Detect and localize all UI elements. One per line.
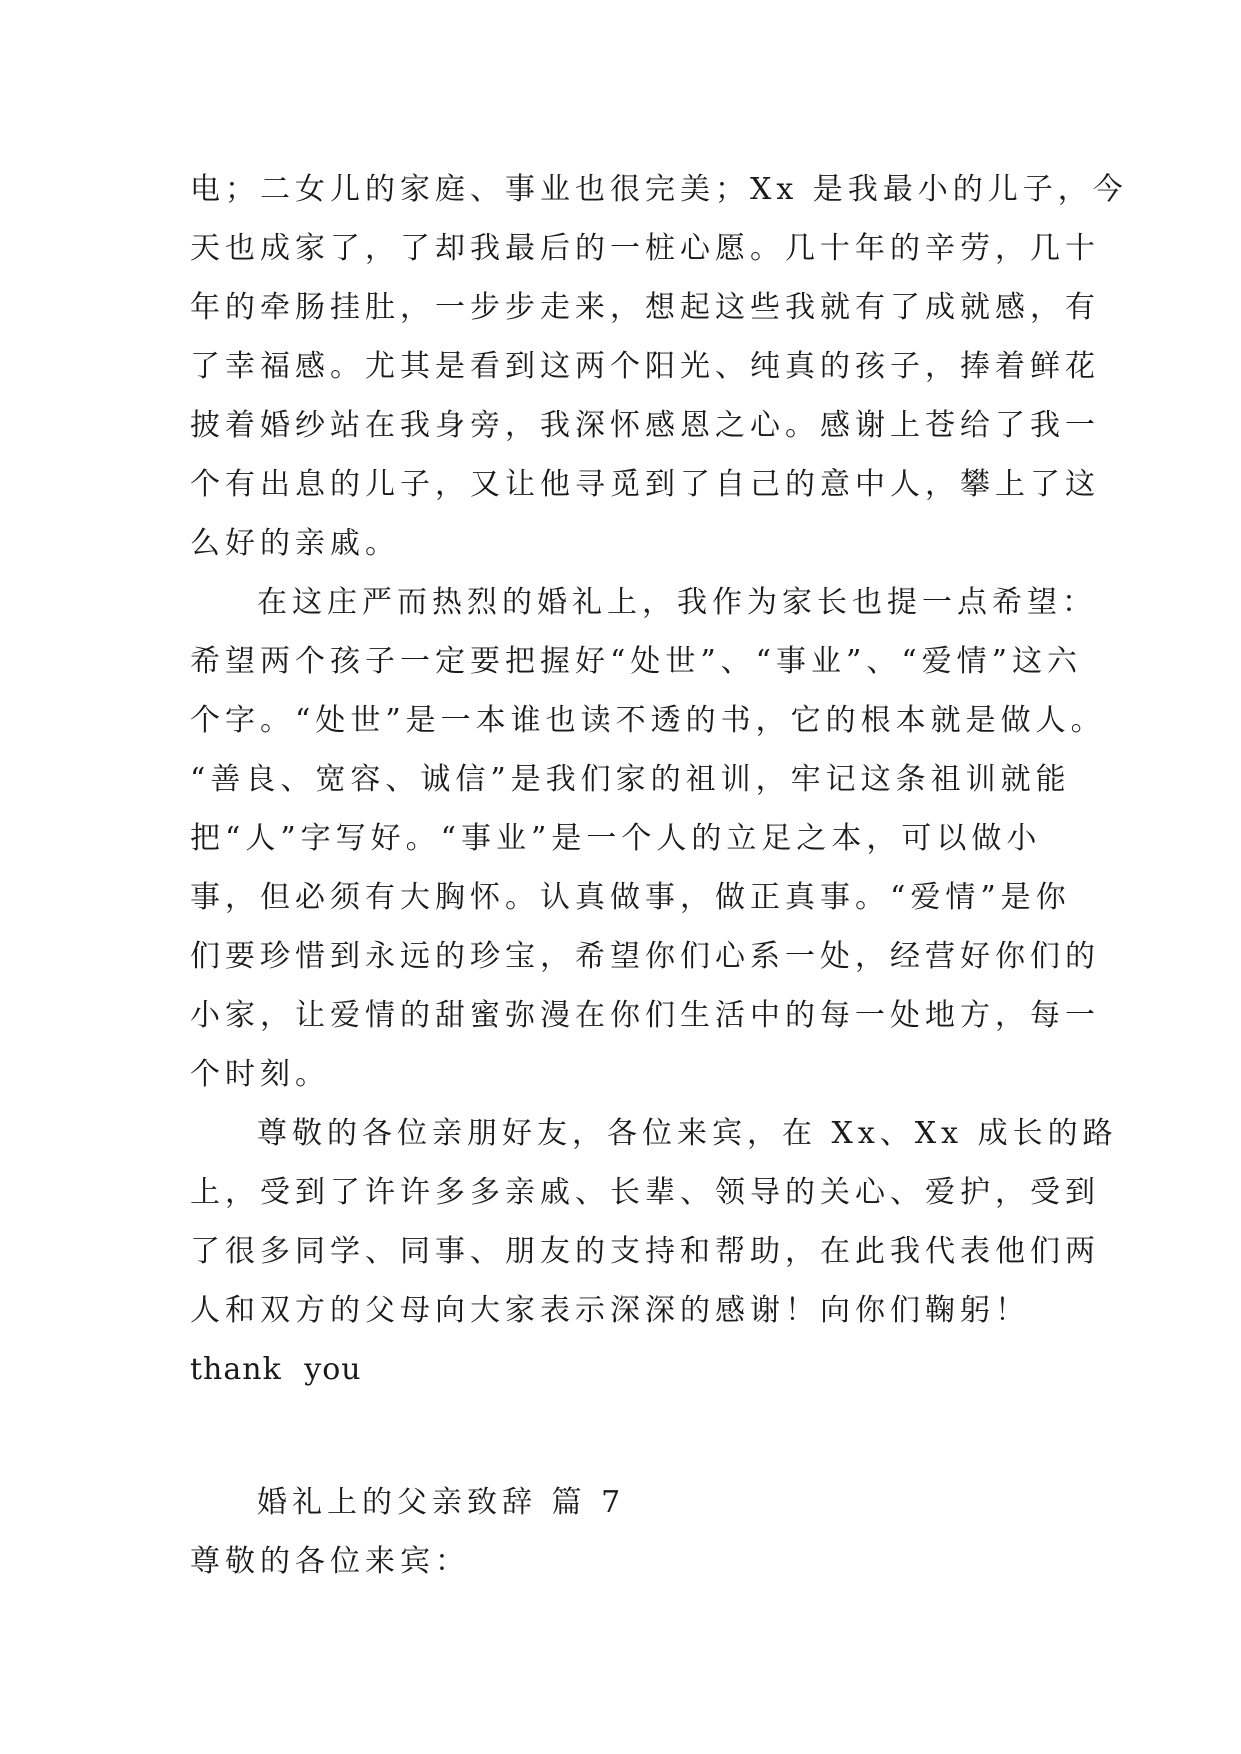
text-line: 么好的亲戚。 (190, 526, 400, 561)
section-title: 婚礼上的父亲致辞 篇 7 (257, 1485, 626, 1520)
text-line: 把“人”字写好。“事业”是一个人的立足之本，可以做小 (190, 821, 1042, 856)
text-line: 个有出息的儿子，又让他寻觅到了自己的意中人，攀上了这 (190, 467, 1100, 502)
text-line: 上，受到了许许多多亲戚、长辈、领导的关心、爱护，受到 (190, 1175, 1100, 1210)
text-line: 年的牵肠挂肚，一步步走来，想起这些我就有了成就感，有 (190, 290, 1100, 325)
text-line: “善良、宽容、诚信”是我们家的祖训，牢记这条祖训就能 (190, 762, 1071, 797)
text-line: 小家，让爱情的甜蜜弥漫在你们生活中的每一处地方，每一 (190, 998, 1100, 1033)
text-line: 们要珍惜到永远的珍宝，希望你们心系一处，经营好你们的 (190, 939, 1100, 974)
paragraph-1 (190, 160, 1128, 573)
spacer (190, 1399, 1090, 1473)
text-line: 个时刻。 (190, 1057, 330, 1092)
salutation: 尊敬的各位来宾： (190, 1544, 470, 1579)
text-line: 披着婚纱站在我身旁，我深怀感恩之心。感谢上苍给了我一 (190, 408, 1100, 443)
paragraph-3 (190, 1104, 1118, 1399)
text-line: 了幸福感。尤其是看到这两个阳光、纯真的孩子，捧着鲜花 (190, 349, 1100, 384)
document-body (190, 160, 1128, 1591)
text-line: 尊敬的各位亲朋好友，各位来宾，在 Xx、Xx 成长的路 (257, 1116, 1118, 1151)
text-line: 希望两个孩子一定要把握好“处世”、“事业”、“爱情”这六 (190, 644, 1083, 679)
text-line: 个字。“处世”是一本谁也读不透的书，它的根本就是做人。 (190, 703, 1106, 738)
text-line: 事，但必须有大胸怀。认真做事，做正真事。“爱情”是你 (190, 880, 1071, 915)
text-line: 在这庄严而热烈的婚礼上，我作为家长也提一点希望： (257, 585, 1097, 620)
paragraph-2 (190, 573, 1106, 1104)
text-line: 电；二女儿的家庭、事业也很完美；Xx 是我最小的儿子，今 (190, 172, 1128, 207)
text-line: 天也成家了，了却我最后的一桩心愿。几十年的辛劳，几十 (190, 231, 1100, 266)
closing-line: thank you (190, 1352, 362, 1387)
text-line: 人和双方的父母向大家表示深深的感谢！向你们鞠躬！ (190, 1293, 1030, 1328)
text-line: 了很多同学、同事、朋友的支持和帮助，在此我代表他们两 (190, 1234, 1100, 1269)
